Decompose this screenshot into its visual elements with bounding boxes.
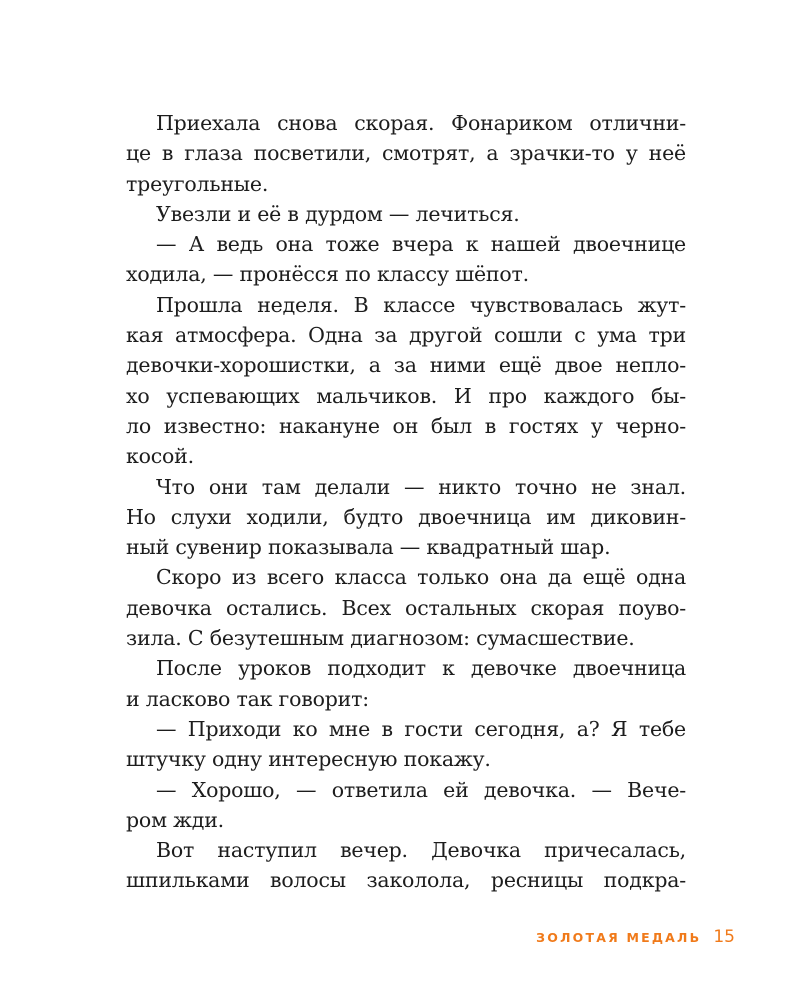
text-line: Вот наступил вечер. Девочка причесалась, bbox=[156, 838, 686, 863]
text-line: — А ведь она тоже вчера к нашей двоечнице bbox=[156, 232, 686, 257]
text-line: ром жди. bbox=[126, 807, 224, 832]
body-text bbox=[126, 108, 686, 896]
text-line: Увезли и её в дурдом — лечиться. bbox=[156, 201, 520, 226]
text-line: ло известно: накануне он был в гостях у черно- bbox=[126, 413, 686, 438]
running-title: ЗОЛОТАЯ МЕДАЛЬ bbox=[536, 929, 702, 945]
text-line: треугольные. bbox=[126, 171, 269, 196]
text-line: кая атмосфера. Одна за другой сошли с ума три bbox=[126, 323, 686, 348]
text-line: косой. bbox=[126, 444, 194, 469]
text-line: и ласково так говорит: bbox=[126, 686, 369, 711]
text-line: ный сувенир показывала — квадратный шар. bbox=[126, 535, 611, 560]
text-line: Но слухи ходили, будто двоечница им диковин- bbox=[126, 504, 686, 529]
text-line: Прошла неделя. В классе чувствовалась жут- bbox=[156, 292, 686, 317]
text-line: Что они там делали — никто точно не знал. bbox=[156, 474, 686, 499]
text-line: Скоро из всего класса только она да ещё одна bbox=[156, 565, 686, 590]
text-line: девочка остались. Всех остальных скорая поуво- bbox=[126, 595, 686, 620]
text-line: штучку одну интересную покажу. bbox=[126, 747, 491, 772]
text-line: девочки-хорошистки, а за ними ещё двое непло- bbox=[126, 353, 686, 378]
text-line: После уроков подходит к девочке двоечница bbox=[156, 656, 686, 681]
text-line: — Приходи ко мне в гости сегодня, а? Я тебе bbox=[156, 716, 686, 741]
text-line: ходила, — пронёсся по классу шёпот. bbox=[126, 262, 529, 287]
text-line: хо успевающих мальчиков. И про каждого бы- bbox=[126, 383, 686, 408]
text-line: це в глаза посветили, смотрят, а зрачки-то у неё bbox=[126, 141, 686, 166]
text-line: шпильками волосы заколола, ресницы подкра- bbox=[126, 868, 686, 893]
page-number: 15 bbox=[713, 927, 735, 947]
text-line: — Хорошо, — ответила ей девочка. — Вече- bbox=[156, 777, 686, 802]
text-line: зила. С безутешным диагнозом: сумасшествие. bbox=[126, 626, 635, 651]
text-line: Приехала снова скорая. Фонариком отлични- bbox=[156, 111, 686, 135]
page-footer bbox=[0, 922, 735, 952]
